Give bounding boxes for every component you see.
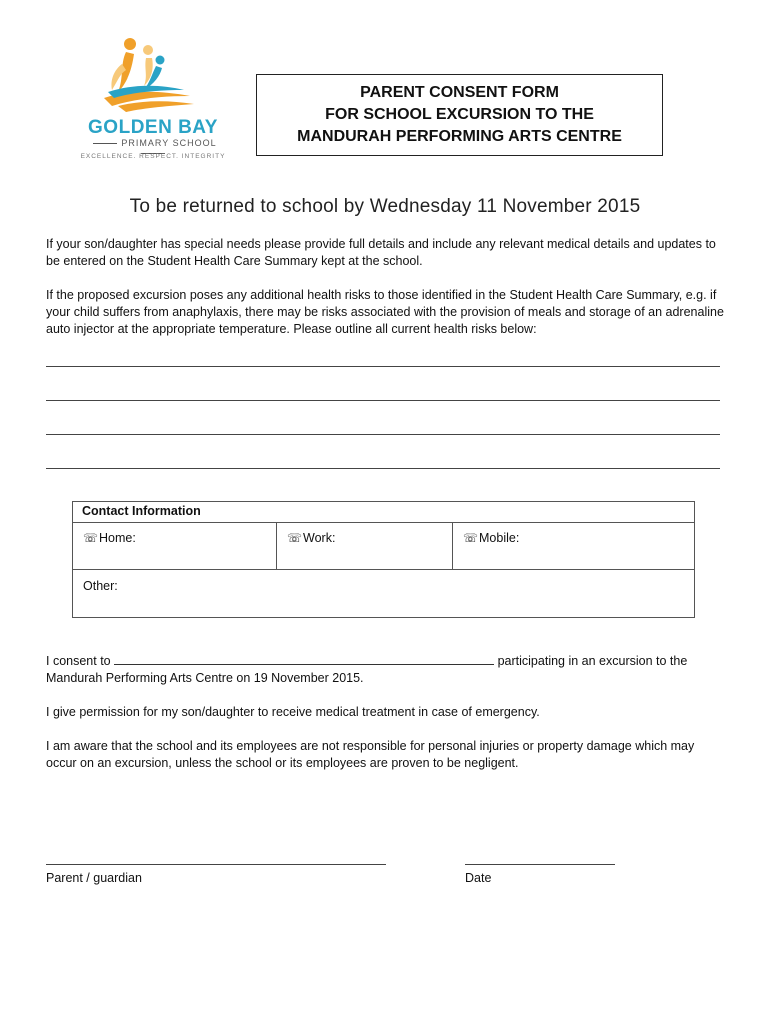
consent-prefix: I consent to	[46, 654, 111, 668]
phone-icon: ☏	[287, 531, 303, 545]
health-risk-line-1[interactable]	[46, 366, 720, 367]
home-label: Home:	[99, 531, 136, 545]
return-deadline-note: To be returned to school by Wednesday 11 November 2015	[129, 196, 641, 217]
other-contact-field[interactable]	[73, 570, 694, 617]
logo-motto: EXCELLENCE. RESPECT. INTEGRITY	[80, 153, 226, 160]
work-phone-field[interactable]	[277, 522, 453, 570]
home-phone-field[interactable]	[73, 522, 277, 570]
logo-school-name: GOLDEN BAY	[88, 117, 218, 138]
contact-table-header	[73, 502, 694, 523]
form-title-line-1: PARENT CONSENT FORM	[360, 84, 559, 101]
form-title-box	[256, 74, 663, 156]
form-title-line-2: FOR SCHOOL EXCURSION TO THE	[325, 106, 594, 123]
liability-paragraph: I am aware that the school and its employees are not responsible for personal injuries or property damage which may occur on an excursion, unless the school or its employees are proven to be negligent.	[46, 739, 695, 770]
work-label: Work:	[303, 531, 336, 545]
school-logo-figures-icon	[98, 34, 208, 116]
school-logo	[78, 34, 228, 164]
special-needs-paragraph: If your son/daughter has special needs please provide full details and include any relevant medical details and updates to be entered on the Student Health Care Summary kept at the school.	[46, 237, 716, 268]
logo-subtitle: PRIMARY SCHOOL	[78, 138, 228, 158]
health-risk-line-3[interactable]	[46, 434, 720, 435]
health-risks-paragraph: If the proposed excursion poses any additional health risks to those identified in the Student Health Care Summary, e.g. if your child suffers from anaphylaxis, there may be risks associated with the provision of meals and storage of an adrenaline auto injector at the appropriate temperature. Please outline all current health risks below:	[46, 288, 724, 336]
consent-suffix: participating in an excursion to the	[497, 654, 688, 668]
mobile-label: Mobile:	[479, 531, 520, 545]
other-label: Other:	[83, 579, 118, 593]
medical-permission-paragraph: I give permission for my son/daughter to receive medical treatment in case of emergency.	[46, 705, 540, 719]
parent-guardian-label: Parent / guardian	[46, 871, 142, 885]
child-name-line[interactable]	[114, 653, 494, 665]
contact-information-table	[72, 501, 695, 618]
date-label: Date	[465, 871, 492, 885]
mobile-phone-field[interactable]	[453, 522, 694, 570]
form-title-line-3: MANDURAH PERFORMING ARTS CENTRE	[297, 128, 622, 145]
parent-signature-line[interactable]	[46, 864, 386, 865]
contact-heading: Contact Information	[82, 504, 201, 518]
health-risk-line-4[interactable]	[46, 468, 720, 469]
date-line[interactable]	[465, 864, 615, 865]
health-risk-line-2[interactable]	[46, 400, 720, 401]
consent-venue-date: Mandurah Performing Arts Centre on 19 November 2015.	[46, 671, 364, 685]
phone-icon: ☏	[83, 531, 99, 545]
consent-statement	[46, 653, 726, 670]
phone-icon: ☏	[463, 531, 479, 545]
